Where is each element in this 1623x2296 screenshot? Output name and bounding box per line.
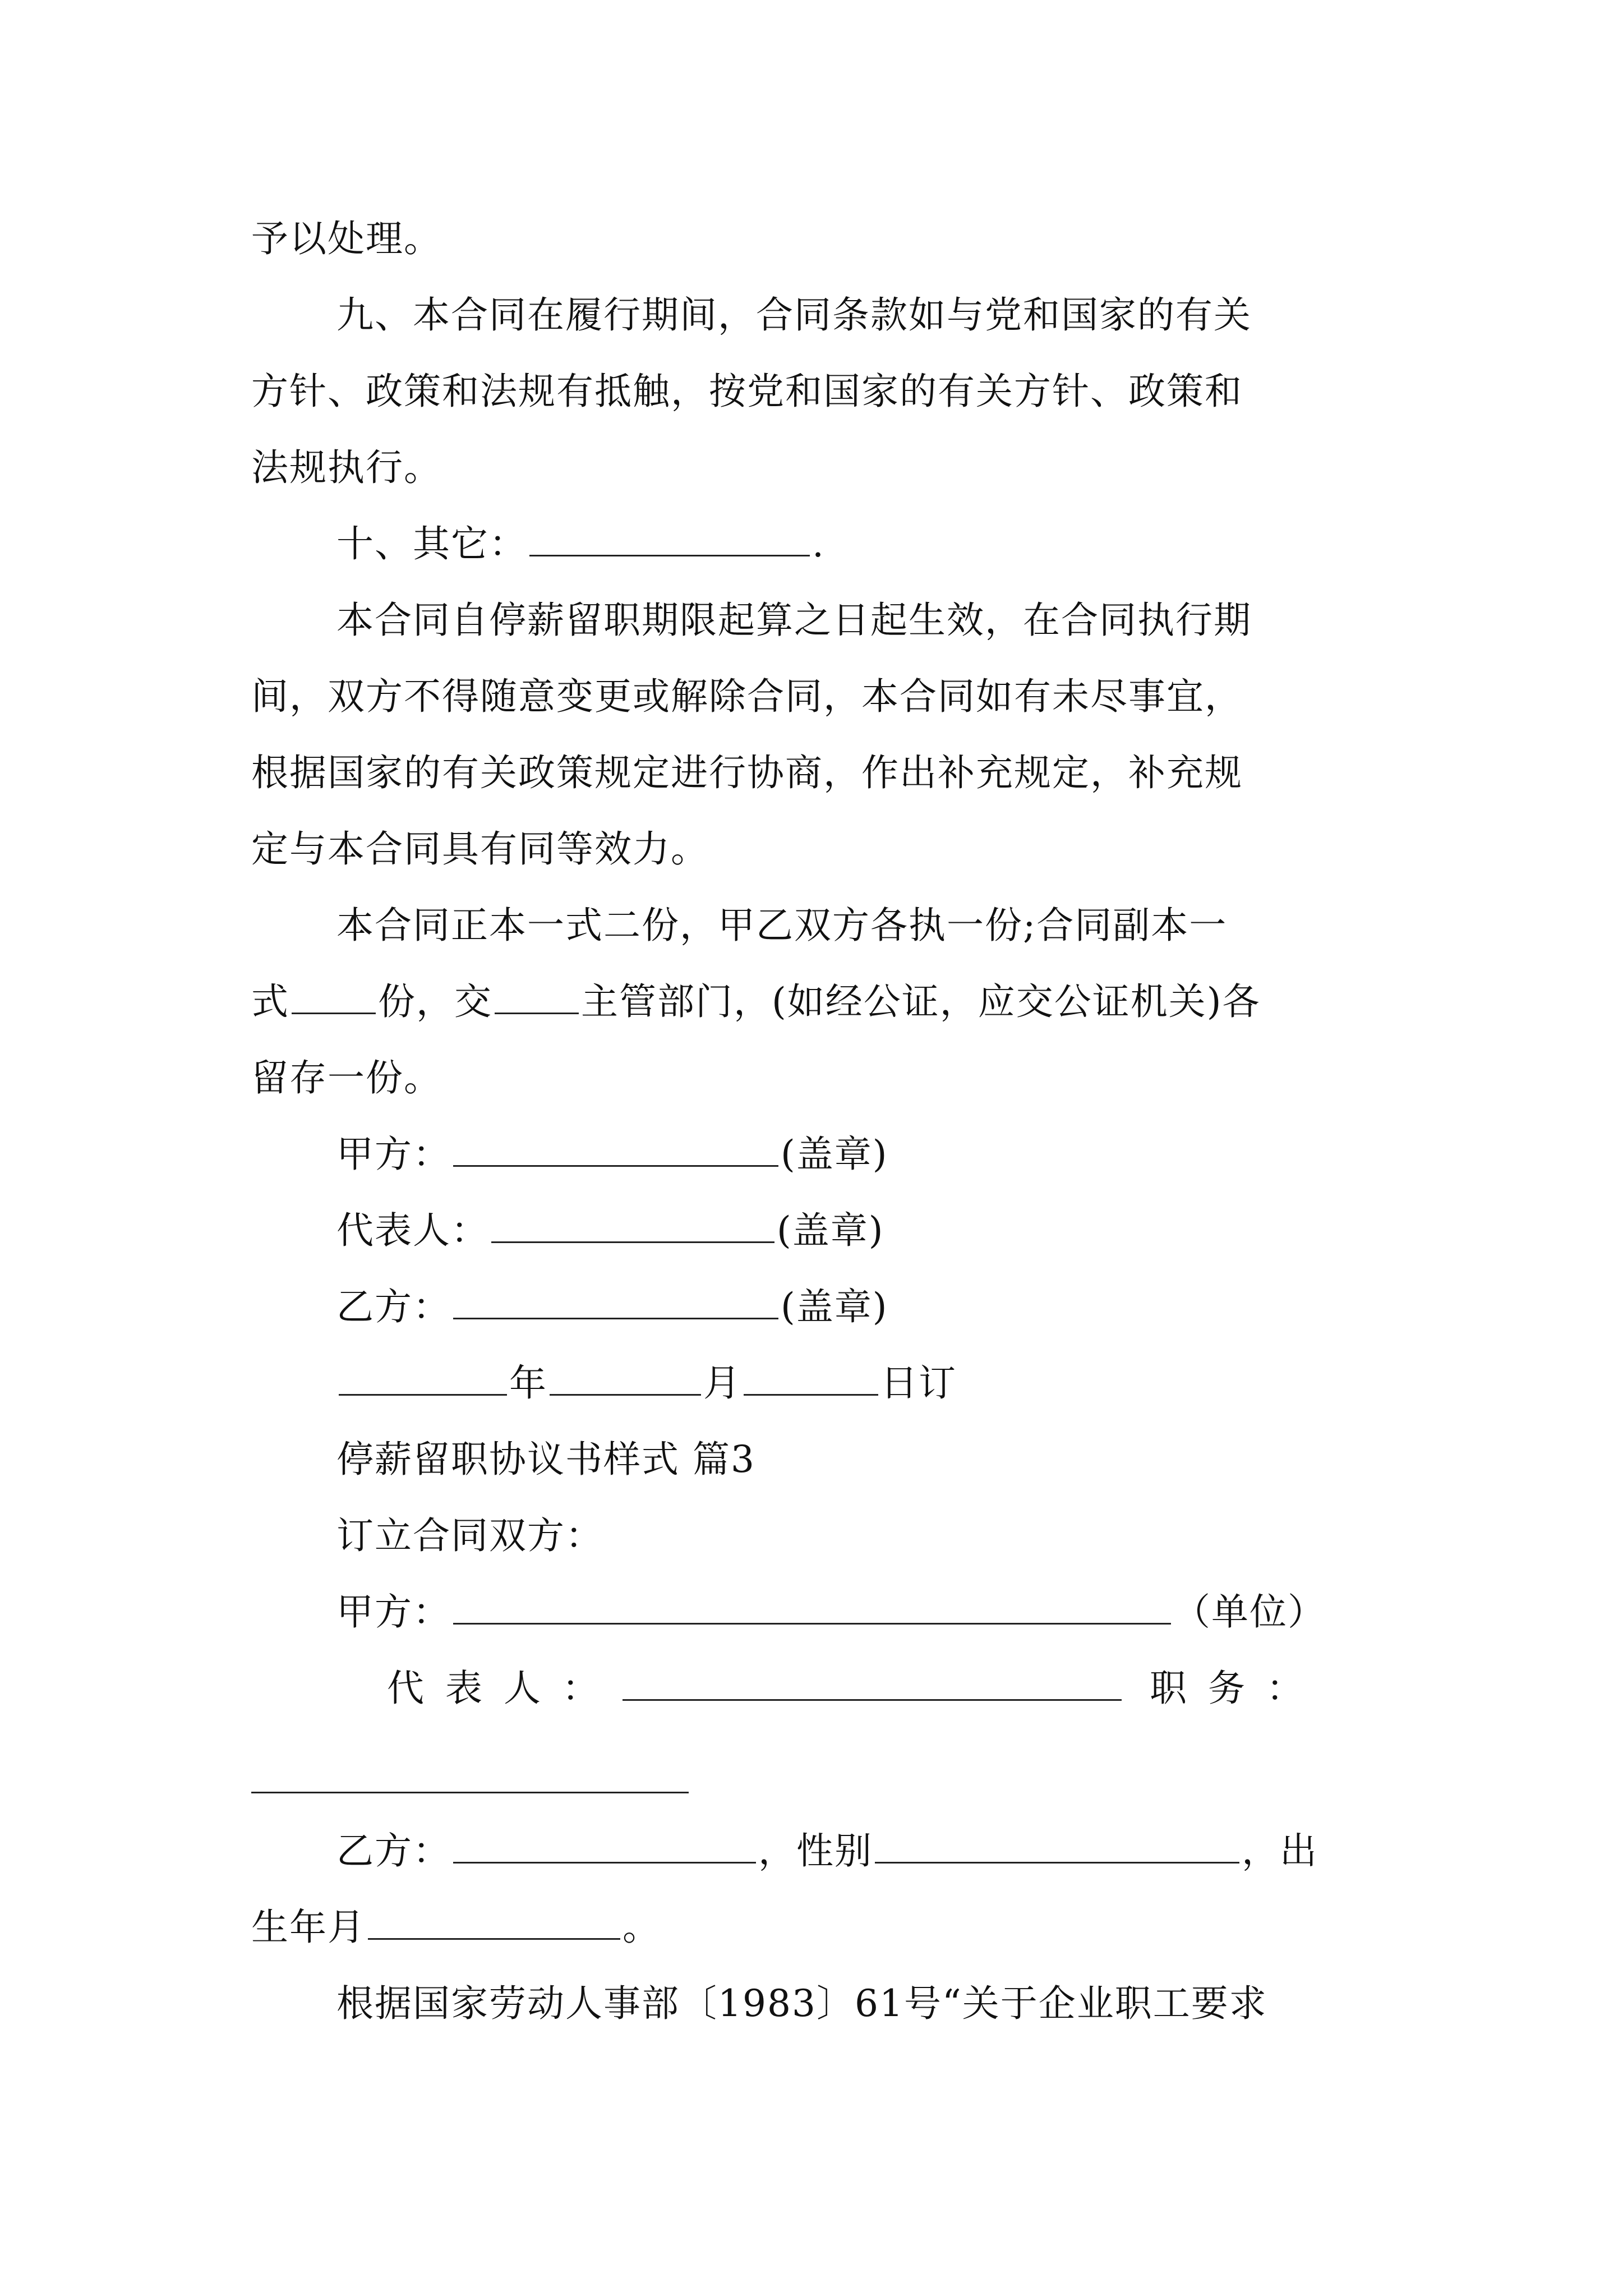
field-label: 乙方：	[336, 1829, 451, 1872]
party-a-signature	[336, 1129, 1469, 1180]
clause-ten	[336, 519, 1469, 569]
text-line	[251, 1053, 1384, 1103]
blank-field	[453, 1135, 778, 1167]
clause-nine	[336, 290, 1469, 341]
blank-field	[453, 1832, 756, 1864]
line-text: 方针、政策和法规有抵触，按党和国家的有关方针、政策和	[251, 370, 1243, 413]
line-text: 根据国家的有关政策规定进行协商，作出补充规定，补充规	[251, 751, 1243, 794]
clause-label: 十、其它：	[336, 522, 527, 565]
birth-label: ，出	[1242, 1829, 1318, 1872]
blank-field	[495, 983, 579, 1014]
text-line	[251, 748, 1384, 798]
seal-note: (盖章)	[781, 1133, 888, 1176]
seal-note: (盖章)	[777, 1209, 884, 1252]
section-heading	[336, 1434, 1469, 1485]
representative-field	[387, 1663, 1520, 1714]
text-line	[336, 1511, 1469, 1561]
month-blank	[550, 1364, 701, 1396]
field-label: 代表人：	[387, 1667, 620, 1710]
party-b-signature	[336, 1282, 1469, 1332]
blank-field	[623, 1669, 1122, 1701]
line-text: 本合同正本一式二份，甲乙双方各执一份;合同副本一	[336, 904, 1228, 947]
blank-field	[292, 983, 376, 1014]
blank-field	[875, 1832, 1239, 1864]
field-label: 代表人：	[336, 1209, 489, 1252]
line-text: 予以处理。	[251, 217, 442, 260]
line-text: 式	[251, 980, 289, 1023]
line-text: 根据国家劳动人事部〔1983〕61号“关于企业职工要求	[336, 1982, 1267, 2025]
blank-field	[453, 1593, 1171, 1625]
text-line	[251, 366, 1384, 417]
day-blank	[744, 1364, 878, 1396]
blank-field	[453, 1288, 778, 1319]
line-end: 。	[623, 1906, 661, 1949]
text-line	[251, 443, 1384, 493]
line-text: 份，交	[378, 980, 492, 1023]
line-text: 法规执行。	[251, 446, 442, 489]
line-text: 主管部门，(如经公证，应交公证机关)各	[581, 980, 1261, 1023]
position-label: 职务：	[1150, 1667, 1325, 1710]
blank-field	[529, 525, 810, 556]
year-label: 年	[509, 1361, 547, 1405]
birth-field	[251, 1902, 1384, 1953]
representative-signature	[336, 1205, 1469, 1256]
field-label: 甲方：	[336, 1133, 451, 1176]
field-label: 甲方：	[336, 1590, 451, 1634]
effective-paragraph	[336, 595, 1469, 646]
line-text: 间，双方不得随意变更或解除合同，本合同如有未尽事宜，	[251, 675, 1243, 718]
blank-field	[251, 1792, 689, 1793]
blank-field	[368, 1908, 620, 1940]
line-text: 定与本合同具有同等效力。	[251, 827, 709, 871]
field-label: 生年月	[251, 1906, 366, 1949]
seal-note: (盖章)	[781, 1285, 888, 1328]
line-text: 九、本合同在履行期间，合同条款如与党和国家的有关	[336, 293, 1252, 337]
heading-text: 停薪留职协议书样式 篇3	[336, 1438, 755, 1481]
copies-paragraph	[336, 900, 1469, 951]
line-text: 订立合同双方：	[336, 1514, 603, 1557]
year-blank	[339, 1364, 507, 1396]
party-a-field	[336, 1587, 1469, 1637]
text-line	[251, 977, 1384, 1027]
field-label: 乙方：	[336, 1285, 451, 1328]
month-label: 月	[703, 1361, 741, 1405]
basis-paragraph	[336, 1978, 1469, 2029]
text-line	[251, 671, 1384, 722]
text-line	[251, 214, 1384, 264]
unit-note: （单位）	[1173, 1590, 1326, 1634]
party-b-field	[336, 1826, 1469, 1876]
day-label: 日订	[880, 1361, 957, 1405]
blank-field	[491, 1212, 774, 1243]
line-text: 留存一份。	[251, 1056, 442, 1099]
line-text: 本合同自停薪留职期限起算之日起生效，在合同执行期	[336, 599, 1252, 642]
date-line	[336, 1358, 1469, 1409]
text-line	[251, 824, 1384, 875]
gender-label: ，性别	[758, 1829, 873, 1872]
line-end: .	[812, 522, 825, 565]
